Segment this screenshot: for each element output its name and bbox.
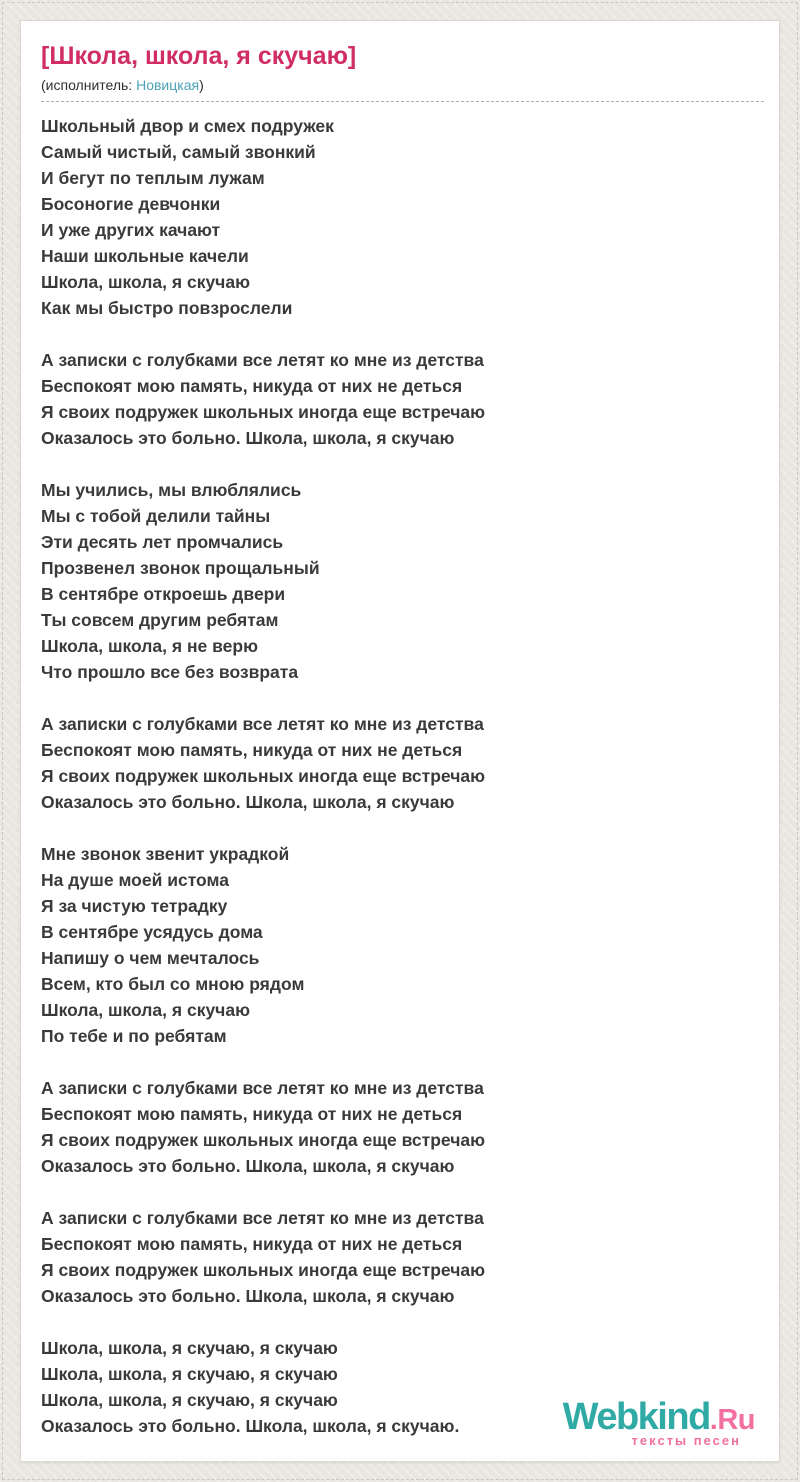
- logo-wordmark: [563, 1398, 755, 1436]
- lyric-line: Оказалось это больно. Школа, школа, я скучаю: [41, 792, 455, 812]
- lyric-line: Школа, школа, я скучаю, я скучаю: [41, 1390, 338, 1410]
- lyric-line: Эти десять лет промчались: [41, 532, 284, 552]
- lyric-line: Босоногие девчонки: [41, 194, 221, 214]
- lyric-line: Оказалось это больно. Школа, школа, я скучаю: [41, 1286, 455, 1306]
- lyric-line: В сентябре откроешь двери: [41, 584, 286, 604]
- lyric-line: И бегут по теплым лужам: [41, 168, 265, 188]
- lyric-line: Беспокоят мою память, никуда от них не деться: [41, 1234, 463, 1254]
- lyric-line: Беспокоят мою память, никуда от них не деться: [41, 740, 463, 760]
- logo-ru-text: .Ru: [709, 1404, 755, 1436]
- lyric-line: Я своих подружек школьных иногда еще встречаю: [41, 402, 486, 422]
- lyrics-card: [20, 20, 780, 1462]
- lyric-line: Наши школьные качели: [41, 246, 249, 266]
- stanza: [41, 841, 764, 1049]
- lyric-line: А записки с голубками все летят ко мне из детства: [41, 350, 484, 370]
- lyric-line: На душе моей истома: [41, 870, 229, 890]
- lyric-line: Мы с тобой делили тайны: [41, 506, 271, 526]
- lyric-line: Как мы быстро повзрослели: [41, 298, 293, 318]
- lyric-line: А записки с голубками все летят ко мне из детства: [41, 1208, 484, 1228]
- lyric-line: Я своих подружек школьных иногда еще встречаю: [41, 766, 486, 786]
- lyric-line: Я своих подружек школьных иногда еще встречаю: [41, 1130, 486, 1150]
- site-logo[interactable]: [563, 1398, 755, 1447]
- stanza: [41, 1075, 764, 1179]
- lyric-line: Школа, школа, я скучаю, я скучаю: [41, 1364, 338, 1384]
- lyric-line: Самый чистый, самый звонкий: [41, 142, 316, 162]
- artist-link[interactable]: Новицкая: [136, 77, 200, 93]
- lyric-line: Школа, школа, я скучаю: [41, 1000, 251, 1020]
- lyric-line: Беспокоят мою память, никуда от них не деться: [41, 1104, 463, 1124]
- artist-line: [41, 76, 764, 102]
- lyric-line: Ты совсем другим ребятам: [41, 610, 279, 630]
- lyric-line: Оказалось это больно. Школа, школа, я скучаю.: [41, 1416, 460, 1436]
- lyric-line: А записки с голубками все летят ко мне из детства: [41, 714, 484, 734]
- stanza: [41, 477, 764, 685]
- lyric-line: В сентябре усядусь дома: [41, 922, 263, 942]
- lyric-line: Прозвенел звонок прощальный: [41, 558, 320, 578]
- lyric-line: И уже других качают: [41, 220, 221, 240]
- artist-label-prefix: (исполнитель:: [41, 77, 137, 93]
- lyric-line: Всем, кто был со мною рядом: [41, 974, 305, 994]
- logo-tagline: тексты песен: [631, 1433, 741, 1448]
- lyric-line: Беспокоят мою память, никуда от них не деться: [41, 376, 463, 396]
- lyric-line: Школьный двор и смех подружек: [41, 116, 334, 136]
- lyric-line: Мы учились, мы влюблялись: [41, 480, 302, 500]
- stanza: [41, 347, 764, 451]
- lyric-line: Я своих подружек школьных иногда еще встречаю: [41, 1260, 486, 1280]
- logo-webkind-text: Webkind: [562, 1396, 710, 1438]
- lyric-line: Мне звонок звенит украдкой: [41, 844, 290, 864]
- lyric-line: Что прошло все без возврата: [41, 662, 299, 682]
- lyrics: [41, 113, 764, 1439]
- lyric-line: Школа, школа, я не верю: [41, 636, 259, 656]
- lyric-line: Школа, школа, я скучаю: [41, 272, 251, 292]
- page-title: [Школа, школа, я скучаю]: [41, 42, 357, 70]
- stanza: [41, 1205, 764, 1309]
- lyric-line: Оказалось это больно. Школа, школа, я скучаю: [41, 428, 455, 448]
- artist-label-suffix: ): [199, 77, 204, 93]
- lyric-line: Школа, школа, я скучаю, я скучаю: [41, 1338, 338, 1358]
- lyric-line: По тебе и по ребятам: [41, 1026, 227, 1046]
- stanza: [41, 711, 764, 815]
- lyric-line: Оказалось это больно. Школа, школа, я скучаю: [41, 1156, 455, 1176]
- lyric-line: А записки с голубками все летят ко мне из детства: [41, 1078, 484, 1098]
- lyric-line: Я за чистую тетрадку: [41, 896, 228, 916]
- lyric-line: Напишу о чем мечталось: [41, 948, 260, 968]
- stanza: [41, 113, 764, 321]
